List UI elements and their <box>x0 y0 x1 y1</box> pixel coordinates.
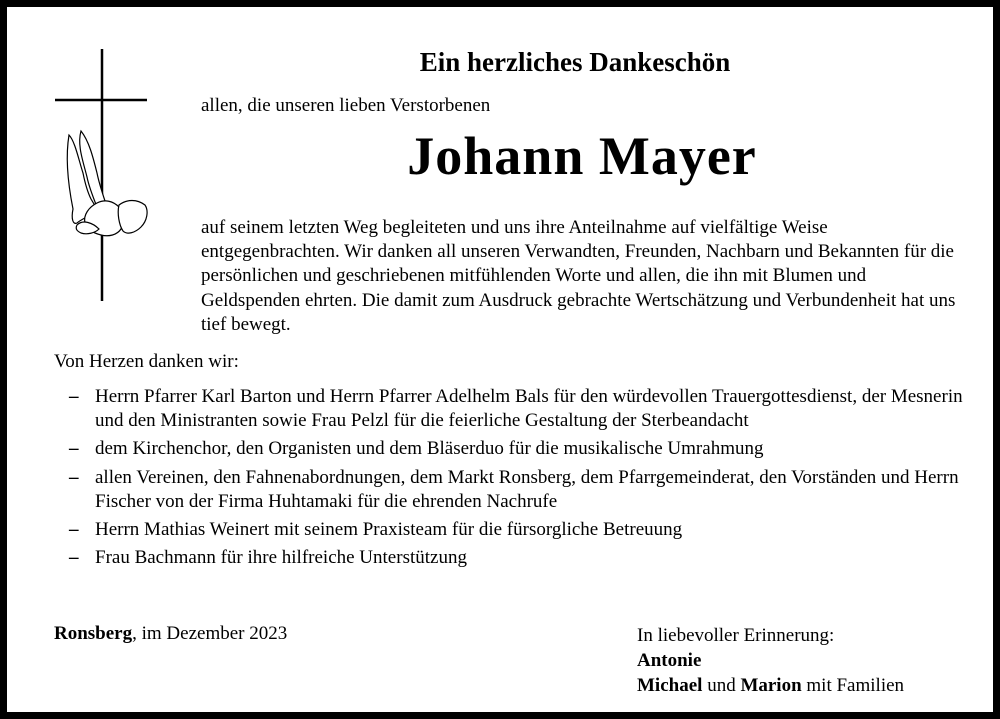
thanks-intro: Von Herzen danken wir: <box>54 351 239 372</box>
cross-icon <box>53 49 149 301</box>
body-text: auf seinem letzten Weg begleiteten und uns ihre Anteilnahme auf vielfältige Weise entgegenbrachten. Wir danken all unseren Verwandten, Freunden, Nachbarn und Bekannten für die persönlichen und geschriebenen mitfühlenden Worte und allen, die ihn mit Blumen und Geldspenden ehrten. Die damit zum Ausdruck gebrachte Wertschätzung und Verbundenheit hat uns tief bewegt. <box>201 217 956 335</box>
list-dash: – <box>69 466 79 488</box>
list-dash: – <box>69 386 79 407</box>
list-item <box>69 466 969 514</box>
list-dash: – <box>69 519 79 541</box>
deceased-name: Johann Mayer <box>407 126 757 186</box>
thanks-list <box>69 385 969 574</box>
list-item-text: allen Vereinen, den Fahnenabordnungen, dem Markt Ronsberg, dem Pfarrgemeinderat, den Vorständen und Herrn Fischer von der Firma Huhtamaki für die ehrenden Nachrufe <box>95 466 959 512</box>
list-item-text: Herrn Mathias Weinert mit seinem Praxisteam für die fürsorgliche Betreuung <box>95 519 683 541</box>
list-item <box>69 437 969 461</box>
list-item <box>69 518 969 542</box>
place-name: Ronsberg <box>54 623 133 644</box>
family-name: Marion <box>740 675 802 696</box>
intro-text: allen, die unseren lieben Verstorbenen <box>201 95 491 116</box>
place-date <box>54 623 287 645</box>
praying-hands-icon <box>67 131 147 236</box>
heading: Ein herzliches Dankeschön <box>419 47 731 77</box>
memory-label: In liebevoller Erinnerung: <box>637 625 835 646</box>
family-name: Michael <box>637 675 703 696</box>
family-line-1 <box>637 648 904 673</box>
list-item <box>69 385 969 433</box>
list-item-text: Herrn Pfarrer Karl Barton und Herrn Pfarrer Adelhelm Bals für den würdevollen Trauergottesdienst, der Mesnerin und den Ministranten sowie Frau Pelzl für die feierliche Gestaltung der Sterbeandacht <box>95 386 963 432</box>
list-dash: – <box>69 438 79 460</box>
list-dash: – <box>69 547 79 569</box>
list-item-text: Frau Bachmann für ihre hilfreiche Unterstützung <box>95 547 467 569</box>
date-text: , im Dezember 2023 <box>132 623 288 644</box>
signature-block <box>637 623 904 698</box>
family-suffix: mit Familien <box>801 675 905 696</box>
list-item-text: dem Kirchenchor, den Organisten und dem Bläserduo für die musikalische Umrahmung <box>95 438 764 460</box>
connector-text: und <box>702 675 741 696</box>
family-name: Antonie <box>637 650 702 671</box>
list-item <box>69 546 969 570</box>
family-line-2 <box>637 673 904 698</box>
